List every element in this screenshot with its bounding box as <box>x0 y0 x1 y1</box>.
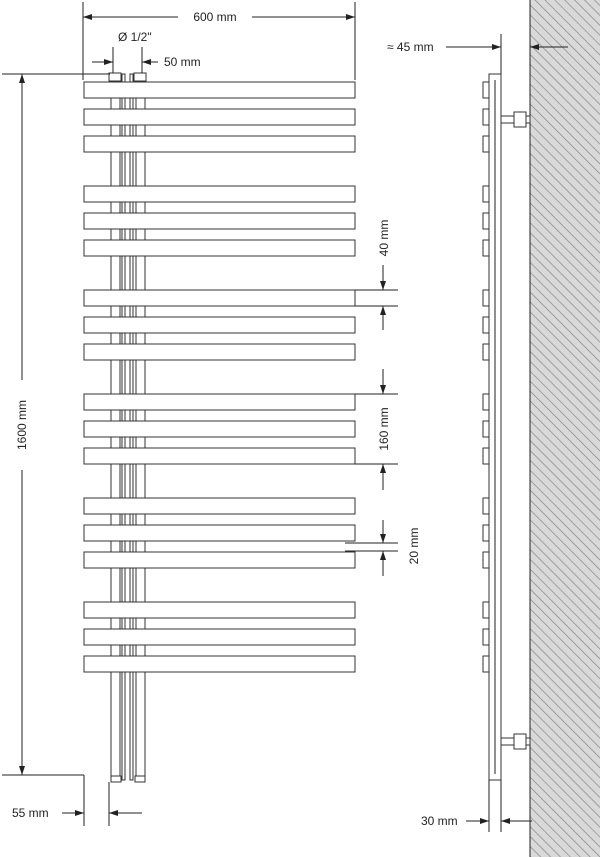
side-fin <box>483 394 489 410</box>
heating-bar <box>84 394 355 410</box>
width-label: 600 mm <box>193 10 237 24</box>
left-connector <box>109 73 121 81</box>
heating-bar <box>84 213 355 229</box>
heating-bar <box>84 421 355 437</box>
pipe-spacing-label: 50 mm <box>164 55 201 69</box>
bar-height-dimension <box>345 520 421 576</box>
heating-bar <box>84 186 355 202</box>
bar-gap-dimension <box>355 220 398 330</box>
bottom-offset-label: 55 mm <box>12 806 49 820</box>
heating-bar <box>84 109 355 125</box>
heating-bar <box>84 656 355 672</box>
height-label: 1600 mm <box>15 399 29 451</box>
group-gap-dimension <box>355 369 398 490</box>
bar-height-label: 20 mm <box>407 527 421 565</box>
right-bottom-connector <box>135 776 145 782</box>
side-fin <box>483 629 489 645</box>
left-bottom-connector <box>111 776 121 782</box>
side-fin <box>483 552 489 568</box>
bottom-bracket-mount <box>514 734 526 749</box>
heating-bar <box>84 317 355 333</box>
side-fin <box>483 656 489 672</box>
heating-bar <box>84 344 355 360</box>
side-profile-fins <box>483 82 489 672</box>
side-fin <box>483 136 489 152</box>
front-view <box>84 73 355 782</box>
side-fin <box>483 109 489 125</box>
side-view <box>387 0 600 857</box>
heating-bar <box>84 82 355 98</box>
side-fin <box>483 290 489 306</box>
side-fin <box>483 448 489 464</box>
side-fin <box>483 317 489 333</box>
heating-bar <box>84 525 355 541</box>
side-fin <box>483 421 489 437</box>
heating-bar <box>84 498 355 514</box>
right-connector <box>134 73 146 81</box>
pipe-diameter-dimension <box>113 30 152 73</box>
heating-bar <box>84 136 355 152</box>
side-fin <box>483 525 489 541</box>
side-fin <box>483 498 489 514</box>
pipe-spacing-dimension <box>92 55 201 69</box>
side-fin <box>483 186 489 202</box>
side-fin <box>483 213 489 229</box>
heating-bar <box>84 448 355 464</box>
pipe-diameter-label: Ø 1/2" <box>118 30 152 44</box>
heating-bar <box>84 629 355 645</box>
heating-bar <box>84 240 355 256</box>
group-gap-label: 160 mm <box>377 407 391 451</box>
top-bracket-mount <box>514 112 526 127</box>
bottom-offset-dimension <box>12 775 142 826</box>
side-fin <box>483 82 489 98</box>
side-fin <box>483 344 489 360</box>
depth-label: 30 mm <box>421 814 458 828</box>
side-fin <box>483 602 489 618</box>
wall <box>530 0 600 857</box>
side-fin <box>483 240 489 256</box>
heating-bar <box>84 290 355 306</box>
bar-gap-label: 40 mm <box>377 219 391 257</box>
wall-distance-label: ≈ 45 mm <box>387 40 434 54</box>
heating-bar <box>84 552 355 568</box>
heating-bar <box>84 602 355 618</box>
